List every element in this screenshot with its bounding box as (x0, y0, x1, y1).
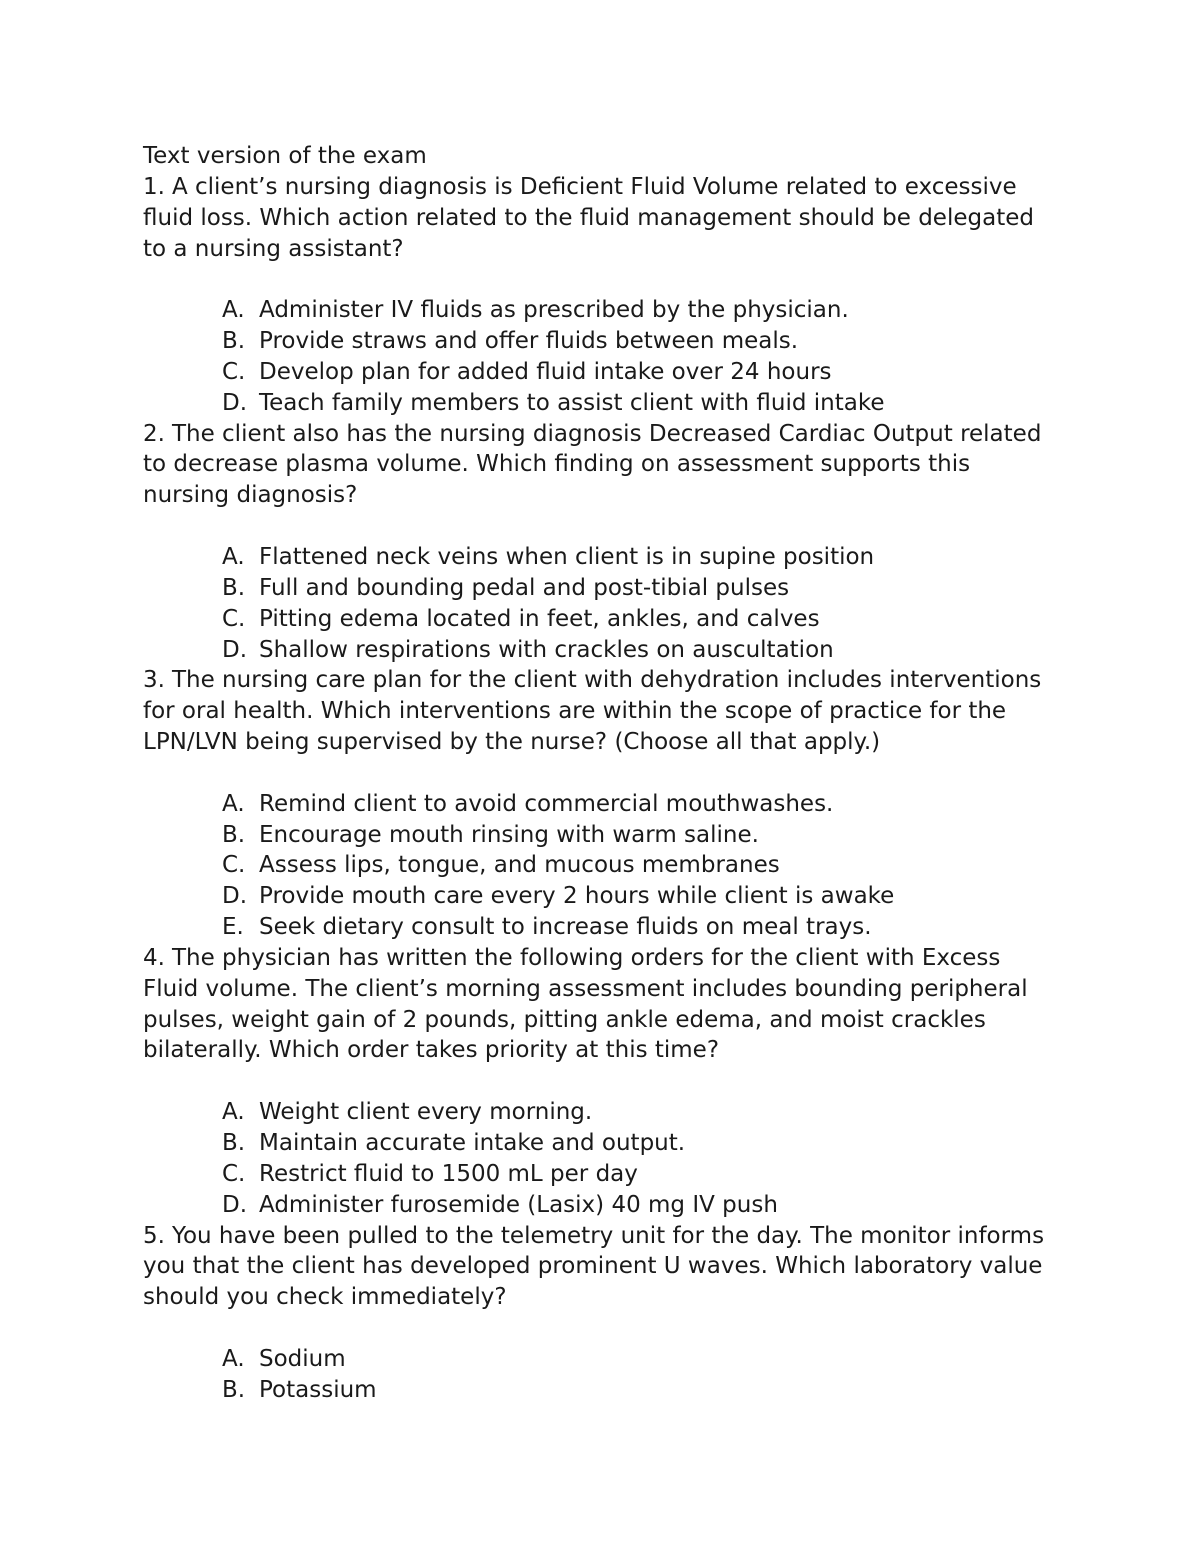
option-text: Administer IV fluids as prescribed by the physician. (259, 297, 849, 324)
option-item (222, 542, 1058, 573)
page-title: Text version of the exam (143, 143, 427, 169)
option-letter: D. (222, 389, 248, 416)
question-block (143, 1221, 1058, 1406)
option-item (222, 1097, 1058, 1128)
option-text: Encourage mouth rinsing with warm saline. (259, 821, 759, 848)
options-list (143, 542, 1058, 665)
options-list (143, 789, 1058, 943)
option-letter: D. (222, 883, 248, 910)
option-text: Seek dietary consult to increase fluids on meal trays. (259, 914, 872, 941)
options-list (143, 1344, 1058, 1406)
option-letter: A. (222, 1099, 245, 1126)
option-letter: A. (222, 1345, 245, 1372)
question-number: 2. (143, 420, 165, 447)
option-item (222, 1344, 1058, 1375)
question-block (143, 419, 1058, 666)
option-item (222, 820, 1058, 851)
question-block (143, 943, 1058, 1221)
question-text (143, 172, 1058, 265)
option-text: Weight client every morning. (259, 1099, 593, 1126)
option-item (222, 604, 1058, 635)
option-text: Full and bounding pedal and post-tibial pulses (259, 574, 790, 601)
option-item (222, 912, 1058, 943)
question-body: The client also has the nursing diagnosis Decreased Cardiac Output related to decrease plasma volume. Which finding on assessment supports this nursing diagnosis? (143, 420, 1042, 509)
option-text: Pitting edema located in feet, ankles, and calves (259, 605, 820, 632)
option-letter: D. (222, 1191, 248, 1218)
option-text: Shallow respirations with crackles on auscultation (259, 636, 834, 663)
option-item (222, 1375, 1058, 1406)
option-letter: B. (222, 574, 246, 601)
option-letter: B. (222, 821, 246, 848)
question-text (143, 665, 1058, 758)
option-item (222, 295, 1058, 326)
option-text: Maintain accurate intake and output. (259, 1130, 686, 1156)
option-letter: A. (222, 790, 245, 817)
option-text: Restrict fluid to 1500 mL per day (259, 1160, 638, 1187)
question-text (143, 1221, 1058, 1314)
option-text: Flattened neck veins when client is in supine position (259, 543, 875, 570)
question-block (143, 665, 1058, 943)
question-text (143, 419, 1058, 512)
option-letter: D. (222, 636, 248, 663)
option-letter: C. (222, 1160, 246, 1187)
option-item (222, 388, 1058, 419)
question-text (143, 943, 1058, 1066)
option-text: Teach family members to assist client with fluid intake (259, 389, 885, 416)
option-letter: A. (222, 543, 245, 570)
option-text: Sodium (259, 1345, 346, 1372)
option-letter: B. (222, 328, 246, 355)
option-item (222, 1128, 1058, 1159)
options-list (143, 295, 1058, 418)
question-number: 5. (143, 1222, 165, 1249)
option-item (222, 1190, 1058, 1221)
question-number: 3. (143, 667, 165, 694)
question-body: A client’s nursing diagnosis is Deficient Fluid Volume related to excessive fluid loss. Which action related to the fluid management should be delegated to a nursing assistant? (143, 173, 1034, 262)
option-letter: A. (222, 297, 245, 324)
option-text: Develop plan for added fluid intake over 24 hours (259, 358, 832, 385)
option-text: Assess lips, tongue, and mucous membranes (259, 852, 780, 879)
option-text: Provide mouth care every 2 hours while client is awake (259, 883, 895, 910)
question-number: 1. (143, 173, 165, 200)
question-block (143, 172, 1058, 419)
question-body: You have been pulled to the telemetry unit for the day. The monitor informs you that the client has developed prominent U waves. Which laboratory value should you check immediately? (143, 1222, 1045, 1311)
option-letter: C. (222, 852, 246, 879)
option-letter: B. (222, 1130, 246, 1156)
option-item (222, 635, 1058, 666)
option-text: Provide straws and offer fluids between meals. (259, 328, 799, 355)
option-item (222, 1159, 1058, 1190)
option-item (222, 573, 1058, 604)
option-item (222, 326, 1058, 357)
option-item (222, 357, 1058, 388)
option-text: Remind client to avoid commercial mouthwashes. (259, 790, 834, 817)
option-item (222, 850, 1058, 881)
question-number: 4. (143, 944, 165, 971)
option-letter: C. (222, 358, 246, 385)
option-letter: B. (222, 1376, 246, 1403)
options-list (143, 1097, 1058, 1220)
option-text: Potassium (259, 1376, 377, 1403)
option-text: Administer furosemide (Lasix) 40 mg IV push (259, 1191, 778, 1218)
question-list (143, 172, 1058, 1406)
question-body: The nursing care plan for the client with dehydration includes interventions for oral health. Which interventions are within the scope of practice for the LPN/LVN being supervised by the nurse? (Choose all that apply.) (143, 667, 1042, 756)
option-letter: E. (222, 914, 244, 941)
option-item (222, 789, 1058, 820)
question-body: The physician has written the following orders for the client with Excess Fluid volume. The client’s morning assessment includes bounding peripheral pulses, weight gain of 2 pounds, pitting ankle edema, and moist crackles bilaterally. Which order takes priority at this time? (143, 944, 1028, 1064)
option-item (222, 881, 1058, 912)
option-letter: C. (222, 605, 246, 632)
